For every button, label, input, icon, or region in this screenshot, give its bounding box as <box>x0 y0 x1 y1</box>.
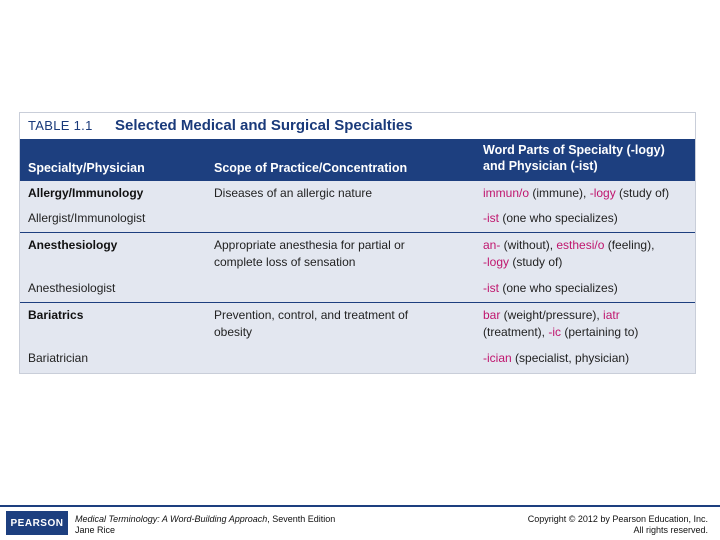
row-divider <box>20 302 695 303</box>
header-word-parts-line1: Word Parts of Specialty (-logy) <box>483 143 665 157</box>
header-word-parts-line2: and Physician (-ist) <box>483 159 598 173</box>
scope-line: obesity <box>214 325 253 339</box>
word-part: an- <box>483 238 501 252</box>
physician-allergist: Allergist/Immunologist <box>28 211 146 225</box>
word-part-meaning: (treatment), <box>483 325 549 339</box>
copyright-text: Copyright © 2012 by Pearson Education, Inc. <box>527 514 708 524</box>
word-parts-anesthesiology <box>483 237 693 271</box>
scope-bariatrics <box>214 307 474 341</box>
footer-divider <box>0 505 720 507</box>
header-scope: Scope of Practice/Concentration <box>214 161 408 175</box>
word-part: -logy <box>589 186 616 200</box>
word-part-meaning: (weight/pressure), <box>500 308 604 322</box>
physician-word-parts-allergy <box>483 210 693 227</box>
word-parts-allergy <box>483 185 693 202</box>
row-divider <box>20 232 695 233</box>
footer-book-info <box>75 514 335 536</box>
book-author: Jane Rice <box>75 525 116 535</box>
header-specialty: Specialty/Physician <box>28 161 145 175</box>
word-part-meaning: (study of) <box>615 186 670 200</box>
word-part: -ician <box>483 351 512 365</box>
word-parts-bariatrics <box>483 307 693 341</box>
word-part-meaning: (pertaining to) <box>561 325 639 339</box>
physician-bariatrician: Bariatrician <box>28 351 89 365</box>
word-part: esthesi/o <box>556 238 605 252</box>
pearson-logo: PEARSON <box>6 511 68 535</box>
table-title: Selected Medical and Surgical Specialties <box>115 117 413 134</box>
rights-text: All rights reserved. <box>633 525 708 535</box>
word-part-meaning: (without), <box>500 238 557 252</box>
book-edition: , Seventh Edition <box>267 514 336 524</box>
table-header-row <box>20 139 695 181</box>
book-title: Medical Terminology: A Word-Building Approach <box>75 514 268 524</box>
word-part: -ist <box>483 211 499 225</box>
word-part-meaning: (specialist, physician) <box>511 351 630 365</box>
word-part: -ist <box>483 281 499 295</box>
specialty-allergy: Allergy/Immunology <box>28 186 144 200</box>
word-part-meaning: (immune), <box>529 186 590 200</box>
scope-line: Prevention, control, and treatment of <box>214 308 409 322</box>
specialty-anesthesiology: Anesthesiology <box>28 238 118 252</box>
table-number: TABLE 1.1 <box>28 118 93 133</box>
word-part: -ic <box>548 325 562 339</box>
physician-anesthesiologist: Anesthesiologist <box>28 281 116 295</box>
scope-line: complete loss of sensation <box>214 255 356 269</box>
physician-word-parts-bariatrics <box>483 350 693 367</box>
physician-word-parts-anesthesiology <box>483 280 693 297</box>
scope-anesthesiology <box>214 237 474 271</box>
footer-copyright <box>528 514 708 536</box>
scope-allergy: Diseases of an allergic nature <box>214 186 373 200</box>
word-part: iatr <box>603 308 620 322</box>
word-part: -logy <box>483 255 510 269</box>
word-part-meaning: (study of) <box>509 255 563 269</box>
scope-line: Appropriate anesthesia for partial or <box>214 238 405 252</box>
word-part-meaning: (one who specializes) <box>499 281 618 295</box>
word-part-meaning: (one who specializes) <box>499 211 618 225</box>
specialties-table <box>19 112 696 374</box>
header-word-parts <box>483 142 693 174</box>
specialty-bariatrics: Bariatrics <box>28 308 84 322</box>
table-title-row <box>20 113 695 140</box>
word-part: immun/o <box>483 186 530 200</box>
word-part-meaning: (feeling), <box>604 238 655 252</box>
word-part: bar <box>483 308 501 322</box>
